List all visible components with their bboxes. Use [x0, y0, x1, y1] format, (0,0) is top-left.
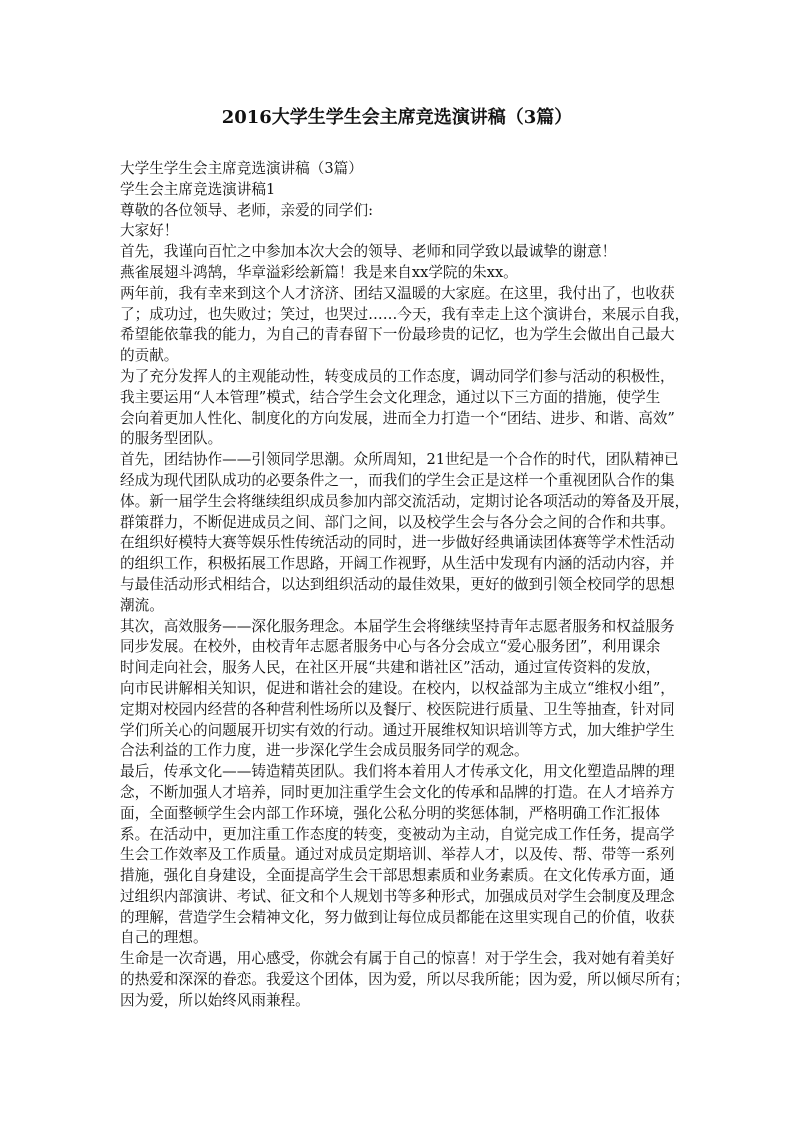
- text-line: 学生会主席竞选演讲稿1: [120, 180, 276, 198]
- text-line: 合法利益的工作力度，进一步深化学生会成员服务同学的观念。: [120, 742, 529, 760]
- document-body: [120, 159, 690, 1012]
- text-line: 的贡献。: [120, 347, 179, 365]
- text-line: 与最佳活动形式相结合，以达到组织活动的最佳效果，更好的做到引领全校同学的思想: [120, 575, 675, 593]
- text-line: 在组织好模特大赛等娱乐性传统活动的同时，进一步做好经典诵读团体赛等学术性活动: [120, 534, 675, 552]
- text-line: 其次，高效服务——深化服务理念。本届学生会将继续坚持青年志愿者服务和权益服务: [120, 617, 675, 635]
- text-line: 大学生学生会主席竞选演讲稿（3篇）: [120, 160, 363, 177]
- text-line: 群策群力，不断促进成员之间、部门之间，以及校学生会与各分会之间的合作和共事。: [120, 513, 675, 531]
- text-line: 了；成功过，也失败过；笑过，也哭过……今天，我有幸走上这个演讲台，来展示自我，: [120, 305, 690, 323]
- text-line: 首先，团结协作——引领同学思潮。众所周知，21世纪是一个合作的时代，团队精神已: [120, 451, 679, 469]
- text-line: 的服务型团队。: [120, 430, 223, 448]
- text-line: 大家好！: [120, 222, 179, 240]
- text-line: 系。在活动中，更加注重工作态度的转变，变被动为主动，自觉完成工作任务，提高学: [120, 825, 675, 843]
- text-line: 我主要运用“人本管理”模式，结合学生会文化理念，通过以下三方面的措施，使学生: [120, 388, 661, 406]
- text-line: 面，全面整顿学生会内部工作环境，强化公私分明的奖惩体制，严格明确工作汇报体: [120, 804, 660, 822]
- text-line: 的组织工作，积极拓展工作思路，开阔工作视野，从生活中发现有内涵的活动内容，并: [120, 555, 675, 573]
- text-line: 会向着更加人性化、制度化的方向发展，进而全力打造一个“团结、进步、和谐、高效”: [120, 409, 675, 427]
- text-line: 同步发展。在校外，由校青年志愿者服务中心与各分会成立“爱心服务团”，利用课余: [120, 638, 661, 656]
- text-line: 定期对校园内经营的各种营利性场所以及餐厅、校医院进行质量、卫生等抽查，针对同: [120, 700, 675, 718]
- text-line: 体。新一届学生会将继续组织成员参加内部交流活动，定期讨论各项活动的筹备及开展，: [120, 492, 690, 510]
- text-line: 时间走向社会，服务人民，在社区开展“共建和谐社区”活动，通过宣传资料的发放，: [120, 659, 661, 677]
- text-line: 最后，传承文化——铸造精英团队。我们将本着用人才传承文化，用文化塑造品牌的理: [120, 763, 675, 781]
- text-line: 希望能依靠我的能力，为自己的青春留下一份最珍贵的记忆，也为学生会做出自己最大: [120, 326, 675, 344]
- text-line: 因为爱，所以始终风雨兼程。: [120, 991, 310, 1009]
- text-line: 燕雀展翅斗鸿鹄，华章溢彩绘新篇！我是来自xx学院的朱xx。: [120, 263, 518, 281]
- text-line: 生命是一次奇遇，用心感受，你就会有属于自己的惊喜！对于学生会，我对她有着美好: [120, 950, 675, 968]
- text-line: 潮流。: [120, 596, 164, 614]
- text-line: 为了充分发挥人的主观能动性，转变成员的工作态度，调动同学们参与活动的积极性，: [120, 367, 675, 385]
- text-line: 的热爱和深深的眷恋。我爱这个团体，因为爱，所以尽我所能；因为爱，所以倾尽所有；: [120, 971, 690, 989]
- text-line: 措施，强化自身建设，全面提高学生会干部思想素质和业务素质。在文化传承方面，通: [120, 867, 675, 885]
- text-line: 尊敬的各位领导、老师，亲爱的同学们:: [120, 201, 374, 219]
- text-line: 学们所关心的问题展开切实有效的行动。通过开展维权知识培训等方式，加大维护学生: [120, 721, 675, 739]
- text-line: 过组织内部演讲、考试、征文和个人规划书等多种形式，加强成员对学生会制度及理念: [120, 887, 675, 905]
- text-line: 首先，我谨向百忙之中参加本次大会的领导、老师和同学致以最诚挚的谢意！: [120, 243, 617, 261]
- text-line: 念，不断加强人才培养，同时更加注重学生会文化的传承和品牌的打造。在人才培养方: [120, 783, 675, 801]
- document-title: 2016大学生学生会主席竞选演讲稿（3篇）: [221, 107, 573, 128]
- text-line: 向市民讲解相关知识，促进和谐社会的建设。在校内，以权益部为主成立“维权小组”，: [120, 679, 675, 697]
- text-line: 的理解，营造学生会精神文化，努力做到让每位成员都能在这里实现自己的价值，收获: [120, 908, 675, 926]
- text-line: 自己的理想。: [120, 929, 208, 947]
- text-line: 两年前，我有幸来到这个人才济济、团结又温暖的大家庭。在这里，我付出了，也收获: [120, 284, 675, 302]
- text-line: 生会工作效率及工作质量。通过对成员定期培训、举荐人才，以及传、帮、带等一系列: [120, 846, 675, 864]
- text-line: 经成为现代团队成功的必要条件之一，而我们的学生会正是这样一个重视团队合作的集: [120, 471, 675, 489]
